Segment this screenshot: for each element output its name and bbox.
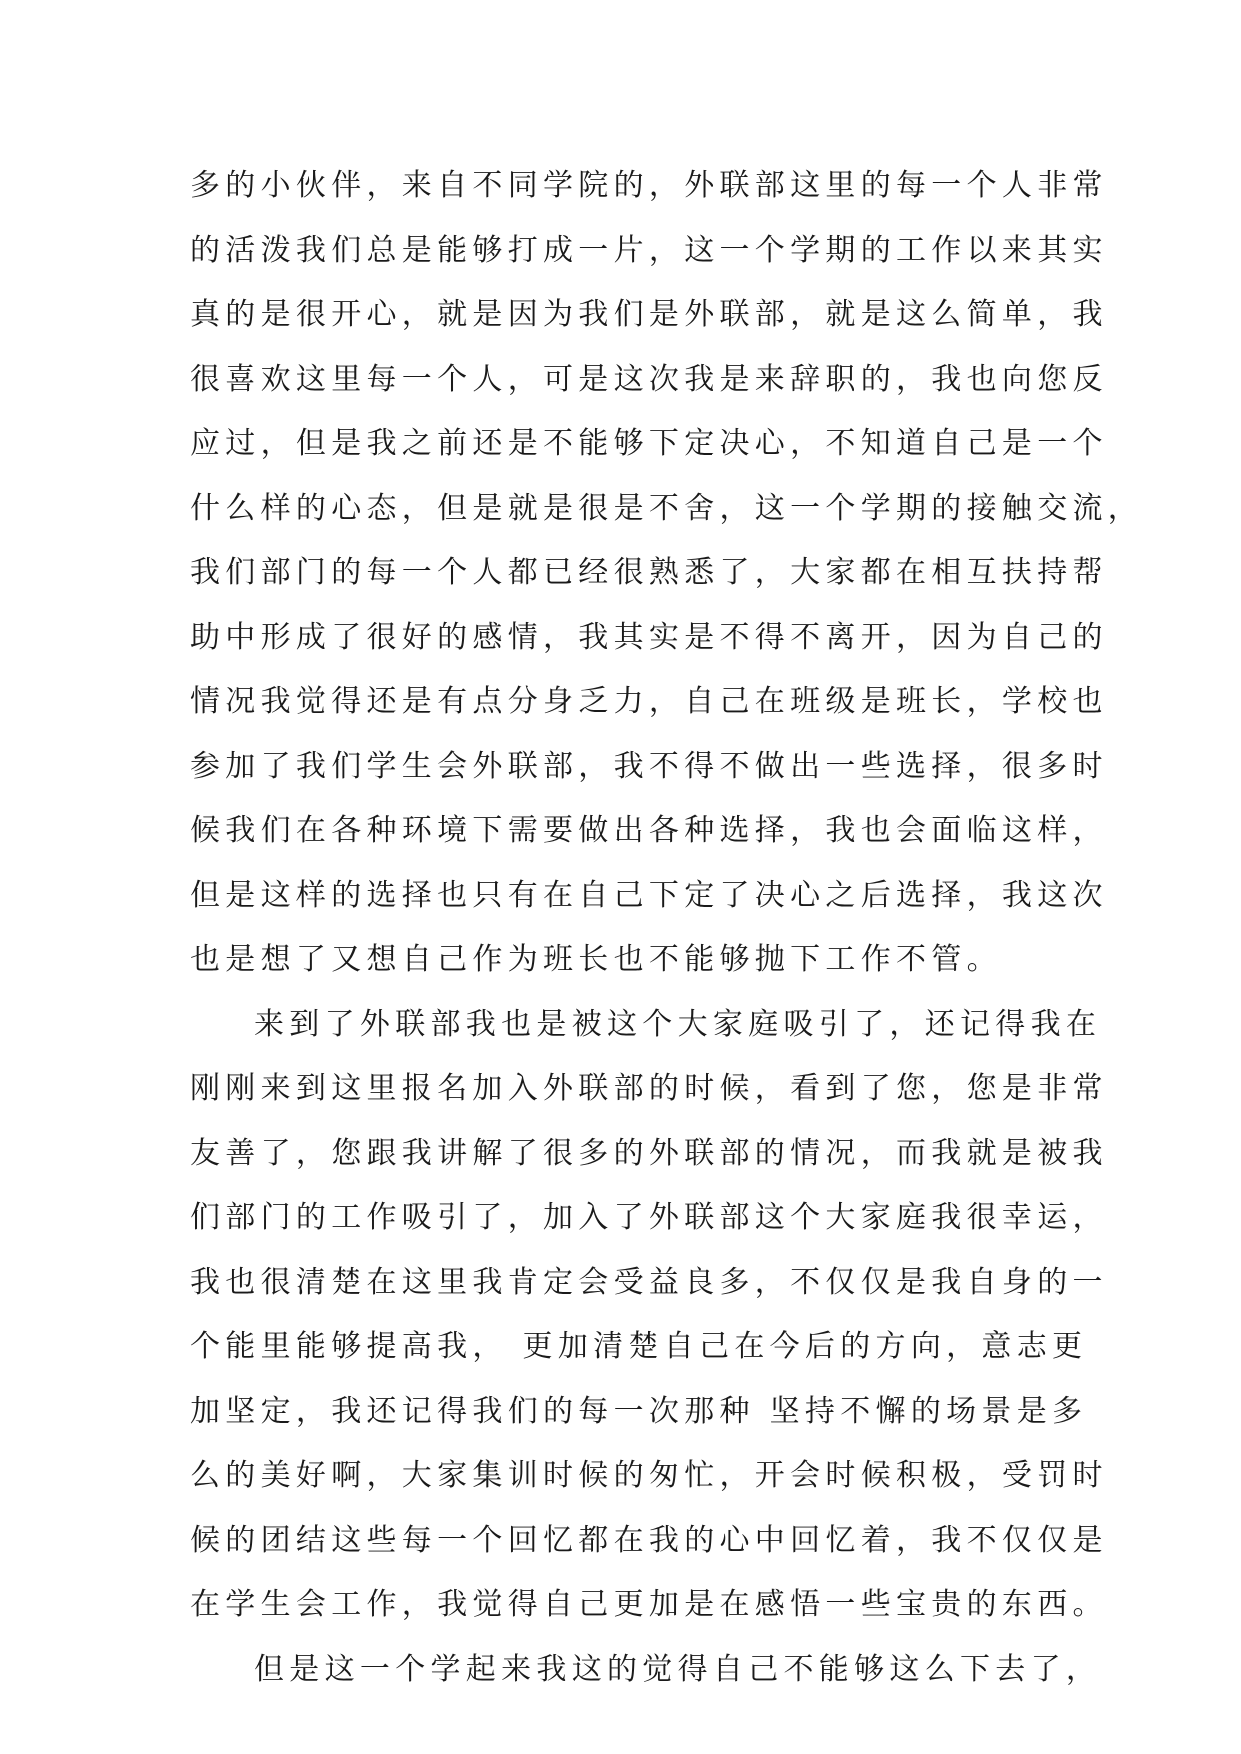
text-line: 我们部门的每一个人都已经很熟悉了，大家都在相互扶持帮	[190, 555, 1108, 590]
paragraph-start-line: 来到了外联部我也是被这个大家庭吸引了，还记得我在	[254, 1006, 1102, 1042]
text-line: 在学生会工作，我觉得自己更加是在感悟一些宝贵的东西。	[190, 1587, 1108, 1622]
text-line: 多的小伙伴，来自不同学院的，外联部这里的每一个人非常	[190, 168, 1108, 203]
text-line: 应过，但是我之前还是不能够下定决心，不知道自己是一个	[190, 426, 1108, 461]
text-line: 也是想了又想自己作为班长也不能够抛下工作不管。	[190, 942, 1002, 977]
text-line: 情况我觉得还是有点分身乏力，自己在班级是班长，学校也	[190, 684, 1108, 719]
text-line: 我也很清楚在这里我肯定会受益良多，不仅仅是我自身的一	[190, 1264, 1108, 1300]
paragraph-start-line: 但是这一个学起来我这的觉得自己不能够这么下去了，	[254, 1651, 1102, 1687]
text-line: 什么样的心态，但是就是很是不舍，这一个学期的接触交流，	[190, 490, 1144, 526]
text-line: 很喜欢这里每一个人，可是这次我是来辞职的，我也向您反	[190, 361, 1108, 397]
text-line: 加坚定，我还记得我们的每一次那种 坚持不懈的场景是多	[190, 1393, 1088, 1429]
text-line: 的活泼我们总是能够打成一片，这一个学期的工作以来其实	[190, 232, 1108, 268]
text-line: 助中形成了很好的感情，我其实是不得不离开，因为自己的	[190, 619, 1108, 655]
text-line: 但是这样的选择也只有在自己下定了决心之后选择，我这次	[190, 877, 1108, 913]
text-line: 候的团结这些每一个回忆都在我的心中回忆着，我不仅仅是	[190, 1522, 1108, 1558]
body-text	[190, 154, 1144, 1702]
text-line: 个能里能够提高我， 更加清楚自己在今后的方向，意志更	[190, 1329, 1088, 1364]
text-line: 友善了，您跟我讲解了很多的外联部的情况，而我就是被我	[190, 1135, 1108, 1171]
text-line: 参加了我们学生会外联部，我不得不做出一些选择，很多时	[190, 748, 1108, 784]
text-line: 真的是很开心，就是因为我们是外联部，就是这么简单，我	[190, 297, 1108, 332]
text-line: 刚刚来到这里报名加入外联部的时候，看到了您，您是非常	[190, 1071, 1108, 1106]
text-line: 么的美好啊，大家集训时候的匆忙，开会时候积极，受罚时	[190, 1458, 1108, 1493]
text-line: 们部门的工作吸引了，加入了外联部这个大家庭我很幸运，	[190, 1200, 1108, 1235]
text-line: 候我们在各种环境下需要做出各种选择，我也会面临这样，	[190, 813, 1108, 848]
